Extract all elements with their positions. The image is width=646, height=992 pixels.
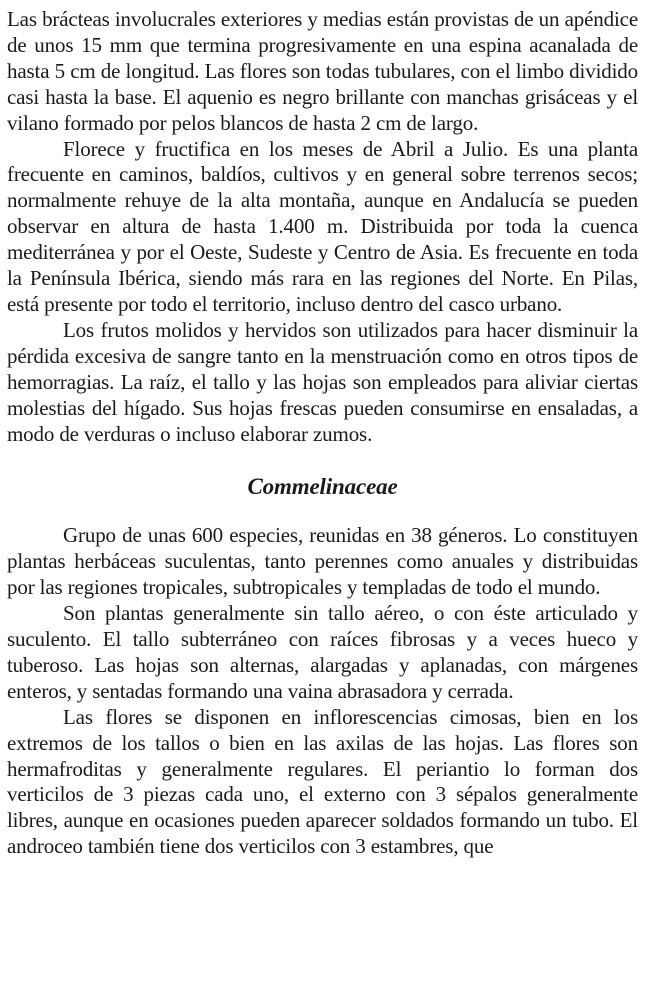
paragraph-grupo: Grupo de unas 600 especies, reunidas en 38 géneros. Lo constituyen plantas herbáceas suculentas, tanto perennes como anuales y distribuidas por las regiones tropicales, subtropicales y templadas de todo el mundo. [7, 523, 638, 600]
paragraph-son-plantas: Son plantas generalmente sin tallo aéreo, o con éste articulado y suculento. El tallo subterráneo con raíces fibrosas y a veces hueco y tuberoso. Las hojas son alternas, alargadas y aplanadas, con márgenes enteros, y sentadas formando una vaina abrasadora y cerrada. [7, 601, 638, 703]
paragraph-florece: Florece y fructifica en los meses de Abril a Julio. Es una planta frecuente en caminos, baldíos, cultivos y en general sobre terrenos secos; normalmente rehuye de la alta montaña, aunque en Andalucía se pueden observar en altura de hasta 1.400 m. Distribuida por toda la cuenca mediterránea y por el Oeste, Sudeste y Centro de Asia. Es frecuente en toda la Península Ibérica, siendo más rara en las regiones del Norte. En Pilas, está presente por todo el territorio, incluso dentro del casco urbano. [7, 136, 638, 316]
family-heading-commelinaceae: Commelinaceae [247, 474, 398, 500]
paragraph-bracteas: Las brácteas involucrales exteriores y medias están provistas de un apéndice de unos 15 mm que termina progresivamente en una espina acanalada de hasta 5 cm de longitud. Las flores son todas tubulares, con el limbo dividido casi hasta la base. El aquenio es negro brillante con manchas grisáceas y el vilano formado por pelos blancos de hasta 2 cm de largo. [7, 7, 638, 135]
paragraph-frutos: Los frutos molidos y hervidos son utilizados para hacer disminuir la pérdida excesiva de sangre tanto en la menstruación como en otros tipos de hemorragias. La raíz, el tallo y las hojas son empleados para aliviar ciertas molestias del hígado. Sus hojas frescas pueden consumirse en ensaladas, a modo de verduras o incluso elaborar zumos. [7, 317, 638, 446]
paragraph-las-flores: Las flores se disponen en inflorescencias cimosas, bien en los extremos de los tallos o bien en las axilas de las hojas. Las flores son hermafroditas y generalmente regulares. El periantio lo forman dos verticilos de 3 piezas cada uno, el externo con 3 sépalos generalmente libres, aunque en ocasiones pueden aparecer soldados formando un tubo. El androceo también tiene dos verticilos con 3 estambres, que [7, 704, 638, 859]
